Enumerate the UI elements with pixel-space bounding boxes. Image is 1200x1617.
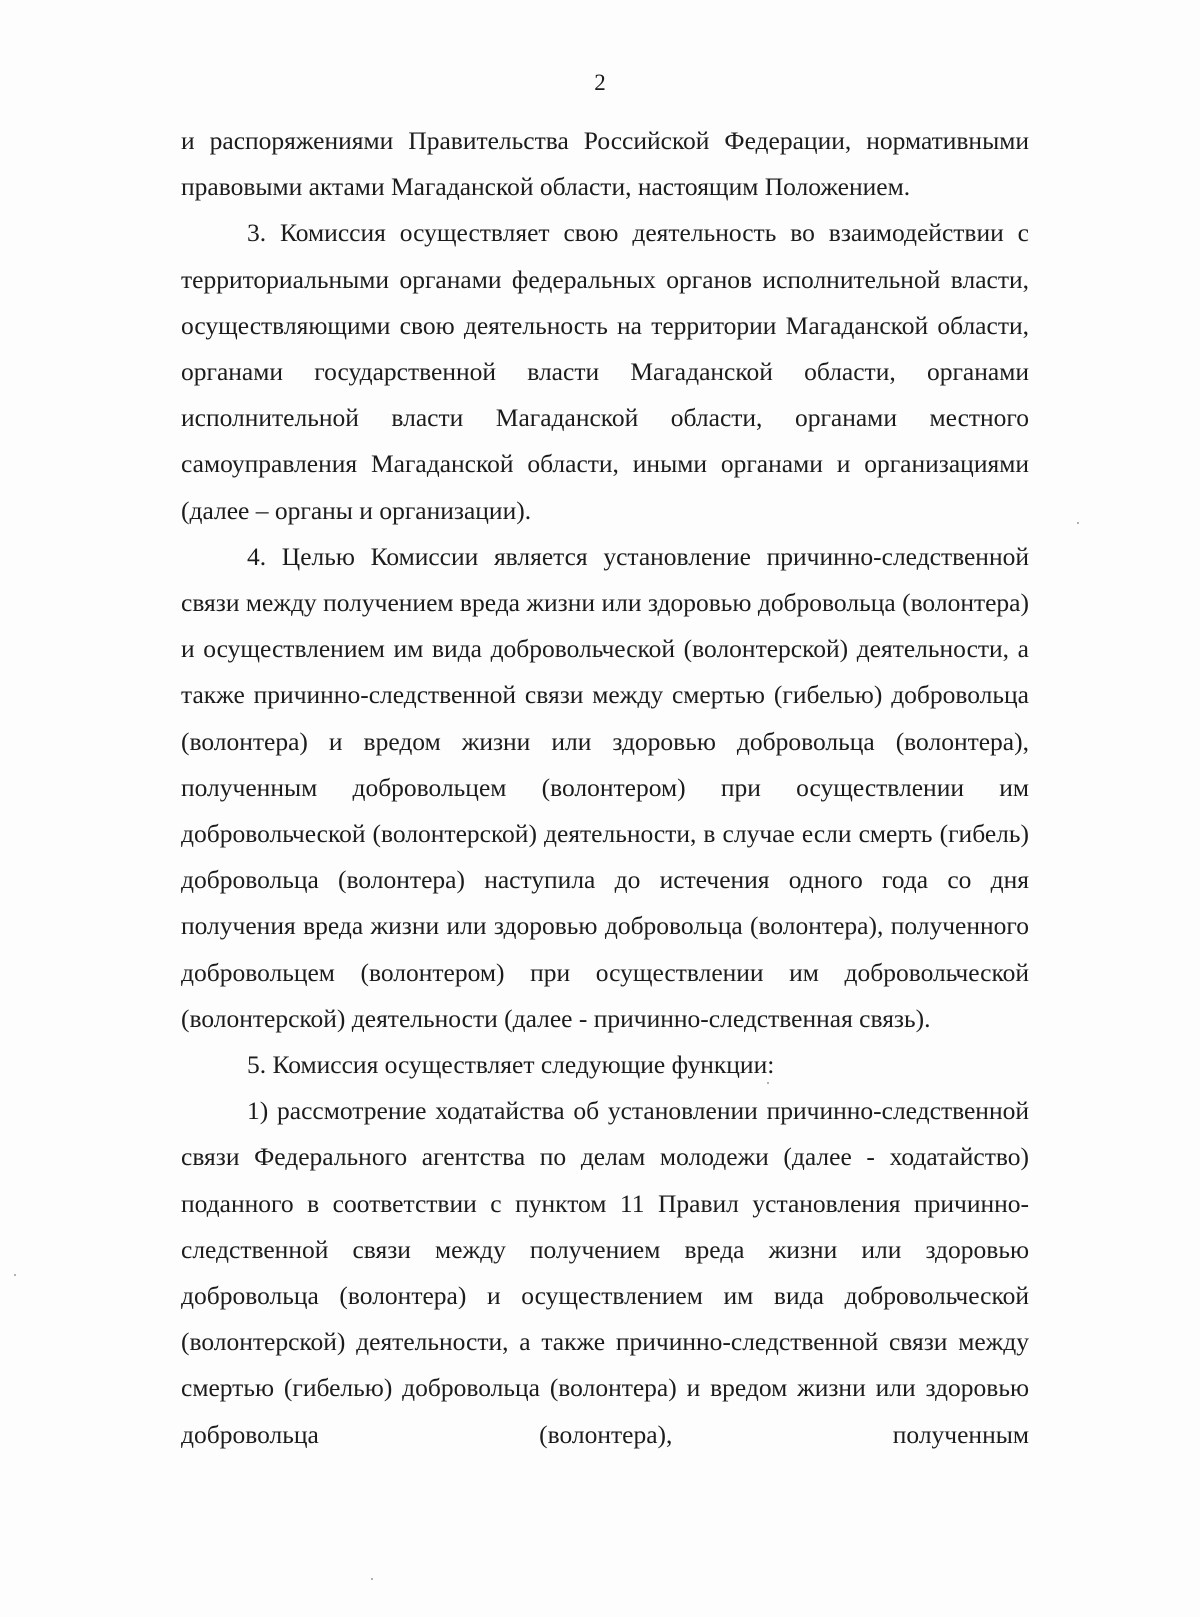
scan-speck xyxy=(14,1274,16,1276)
scan-speck xyxy=(371,1578,373,1580)
paragraph-item-5: 5. Комиссия осуществляет следующие функции: xyxy=(247,1050,775,1080)
page-number: 2 xyxy=(594,70,606,95)
paragraph-continuation: и распоряжениями Правительства Российской Федерации, нормативными правовыми актами Магаданской области, настоящим Положением. xyxy=(181,126,1029,202)
paragraph-subitem-1: 1) рассмотрение ходатайства об установлении причинно-следственной связи Федерального агентства по делам молодежи (далее - ходатайство) поданного в соответствии с пунктом 11 Правил установления причинно-следственной связи между получением вреда жизни или здоровью добровольца (волонтера) и осуществлением им вида добровольческой (волонтерской) деятельности, а также причинно-следственной связи между смертью (гибелью) добровольца (волонтера) и вредом жизни или здоровью добровольца (волонтера), полученным xyxy=(181,1096,1029,1449)
document-body xyxy=(181,118,1029,1458)
scan-speck xyxy=(1077,522,1079,524)
paragraph-item-4: 4. Целью Комиссии является установление причинно-следственной связи между получением вреда жизни или здоровью добровольца (волонтера) и осуществлением им вида добровольческой (волонтерской) деятельности, а также причинно-следственной связи между смертью (гибелью) добровольца (волонтера) и вредом жизни или здоровью добровольца (волонтера), полученным добровольцем (волонтером) при осуществлении им добровольческой (волонтерской) деятельности, в случае если смерть (гибель) добровольца (волонтера) наступила до истечения одного года со дня получения вреда жизни или здоровью добровольца (волонтера), полученного добровольцем (волонтером) при осуществлении им добровольческой (волонтерской) деятельности (далее - причинно-следственная связь). xyxy=(181,541,1029,1033)
paragraph-item-3: 3. Комиссия осуществляет свою деятельность во взаимодействии с территориальными органами федеральных органов исполнительной власти, осуществляющими свою деятельность на территории Магаданской области, органами государственной власти Магаданской области, органами исполнительной власти Магаданской области, органами местного самоуправления Магаданской области, иными органами и организациями (далее – органы и организации). xyxy=(181,218,1029,525)
scan-speck xyxy=(767,1082,769,1084)
